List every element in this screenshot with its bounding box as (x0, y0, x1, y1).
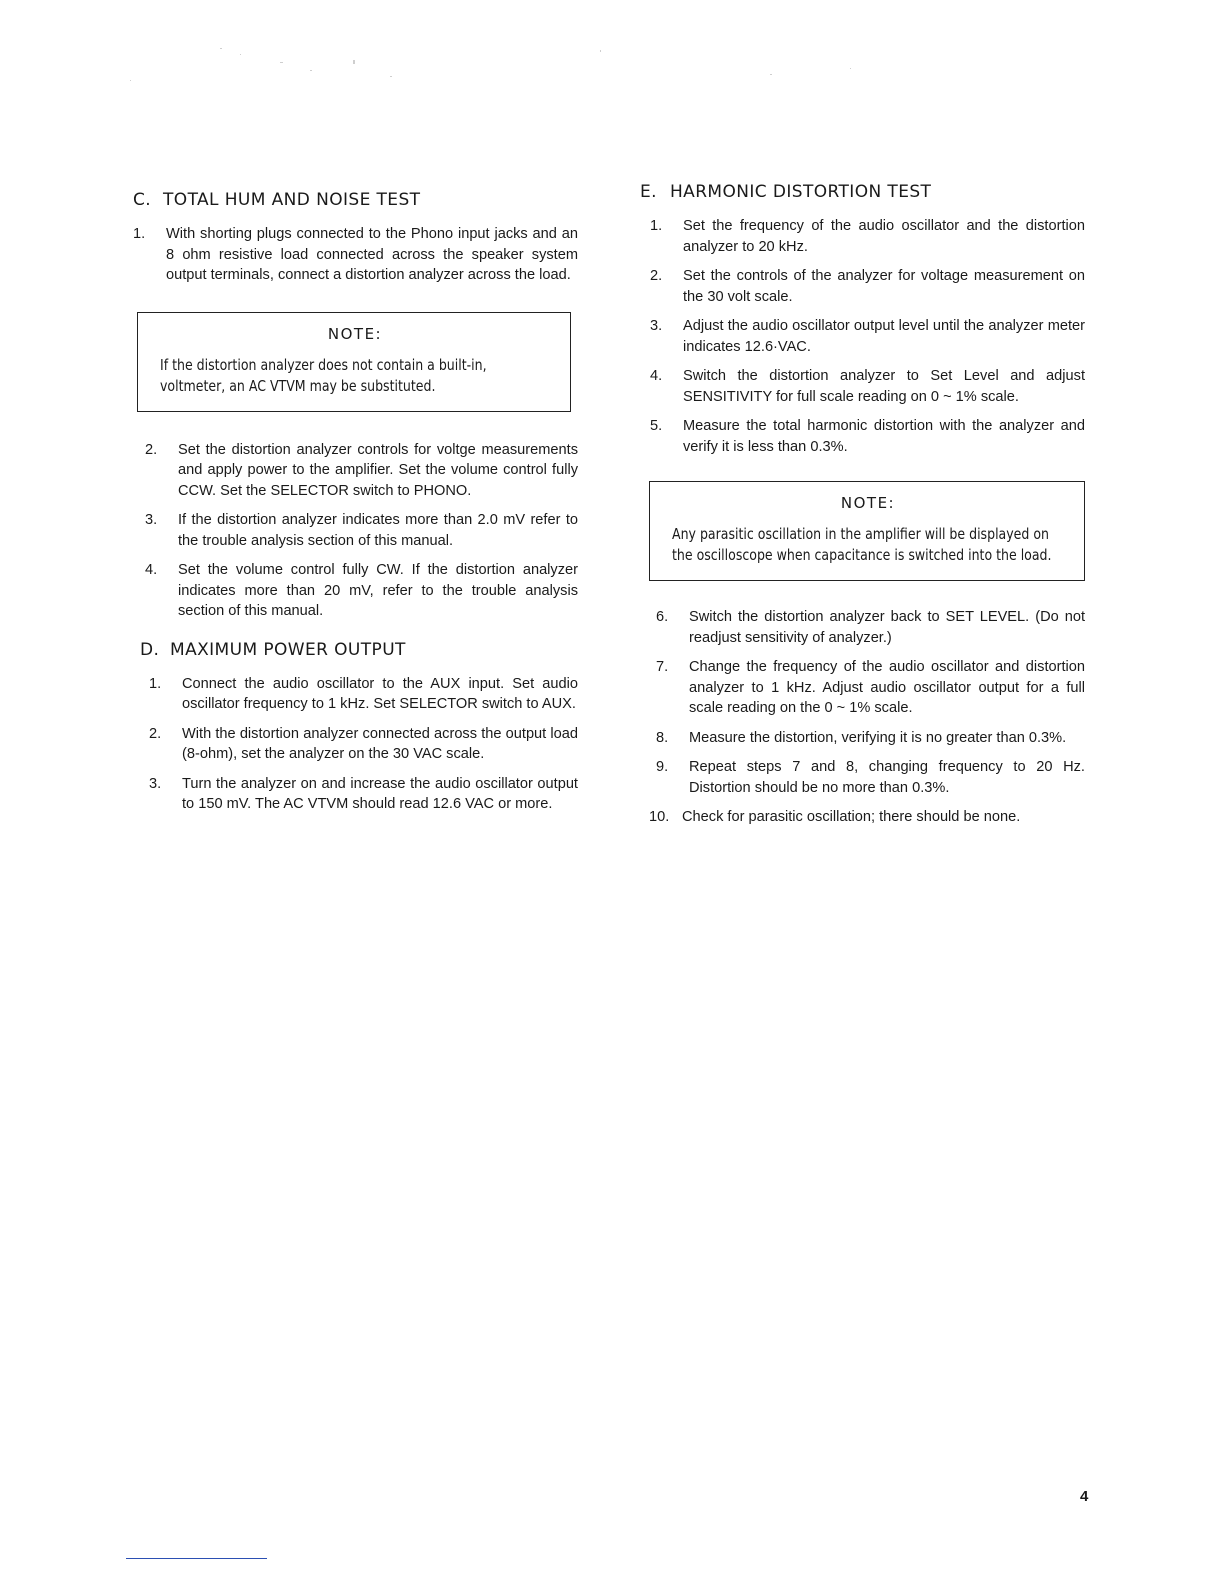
step-number: 6. (656, 609, 669, 625)
step-number: 5. (650, 418, 663, 434)
step-text: Repeat steps 7 and 8, changing frequency to 20 Hz. Distortion should be no more than 0.3%. (689, 759, 1085, 796)
section-d-heading (140, 640, 578, 660)
list-item (149, 774, 578, 815)
step-text: Switch the distortion analyzer to Set Level and adjust SENSITIVITY for full scale reading on 0 ~ 1% scale. (683, 368, 1085, 405)
step-text: Set the distortion analyzer controls for voltge measurements and apply power to the amplifier. Set the volume control fully CCW. Set the SELECTOR switch to PHONO. (178, 441, 578, 499)
note-text: If the distortion analyzer does not contain a built-in, voltmeter, an AC VTVM may be substituted. (160, 355, 487, 395)
step-text: Turn the analyzer on and increase the audio oscillator output to 150 mV. The AC VTVM should read 12.6 VAC or more. (182, 775, 578, 812)
step-number: 8. (656, 729, 669, 746)
note-box-left (137, 312, 571, 412)
list-item (145, 560, 578, 622)
step-text: If the distortion analyzer indicates more than 2.0 mV refer to the trouble analysis section of this manual. (178, 512, 578, 549)
list-item (656, 757, 1085, 798)
step-number: 3. (149, 775, 162, 792)
list-item (650, 366, 1085, 407)
step-number: 4. (650, 368, 663, 384)
section-e-steps-2 (649, 607, 1085, 828)
section-e-letter: E. (640, 182, 657, 202)
step-number: 3. (145, 512, 158, 528)
note-title: NOTE: (327, 324, 383, 343)
step-text: Set the frequency of the audio oscillator and the distortion analyzer to 20 kHz. (683, 218, 1085, 255)
section-e-title: HARMONIC DISTORTION TEST (670, 182, 932, 202)
section-e-steps-1 (650, 216, 1085, 457)
note-box-right (649, 481, 1085, 581)
step-number: 2. (650, 268, 663, 284)
step-number: 1. (149, 675, 162, 692)
list-item (650, 316, 1085, 357)
step-text: Connect the audio oscillator to the AUX input. Set audio oscillator frequency to 1 kHz. Set SELECTOR switch to AUX. (182, 675, 578, 712)
scan-noise (70, 40, 970, 90)
list-item (145, 510, 578, 551)
note-title: NOTE: (840, 494, 896, 512)
list-item (656, 657, 1085, 719)
list-item (650, 266, 1085, 307)
section-c-title: TOTAL HUM AND NOISE TEST (163, 190, 421, 210)
step-text: Set the volume control fully CW. If the distortion analyzer indicates more than 20 mV, refer to the trouble analysis section of this manual. (178, 562, 578, 619)
step-number: 10. (649, 809, 670, 825)
step-number: 2. (149, 725, 162, 742)
step-text: Set the controls of the analyzer for voltage measurement on the 30 volt scale. (683, 268, 1085, 305)
step-number: 4. (145, 562, 158, 578)
step-text: Adjust the audio oscillator output level until the analyzer meter indicates 12.6·VAC. (683, 318, 1085, 355)
list-item (649, 807, 1085, 828)
list-item (149, 724, 578, 765)
step-text: Switch the distortion analyzer back to SET LEVEL. (Do not readjust sensitivity of analyzer.) (689, 609, 1085, 646)
list-item (145, 440, 578, 502)
footer-rule (126, 1558, 267, 1559)
step-text: Measure the total harmonic distortion with the analyzer and verify it is less than 0.3%. (683, 418, 1085, 455)
step-number: 9. (656, 759, 669, 775)
list-item (149, 674, 578, 715)
step-number: 1. (133, 226, 146, 242)
section-e-heading (640, 182, 1085, 202)
step-text: Check for parasitic oscillation; there should be none. (682, 809, 1021, 825)
step-number: 3. (650, 318, 663, 334)
list-item (133, 224, 578, 286)
section-d-title: MAXIMUM POWER OUTPUT (170, 639, 406, 660)
step-text: With shorting plugs connected to the Phono input jacks and an 8 ohm resistive load connected across the speaker system output terminals, connect a distortion analyzer across the load. (166, 226, 578, 283)
section-c-steps-2 (145, 440, 578, 622)
list-item (650, 216, 1085, 257)
step-text: Measure the distortion, verifying it is no greater than 0.3%. (689, 729, 1067, 746)
step-text: With the distortion analyzer connected across the output load (8-ohm), set the analyzer on the 30 VAC scale. (182, 725, 578, 762)
section-c-heading (133, 190, 578, 210)
step-number: 7. (656, 659, 669, 675)
right-column (640, 182, 1085, 837)
left-column (133, 190, 578, 824)
section-d-letter: D. (140, 639, 160, 660)
list-item (650, 416, 1085, 457)
step-number: 2. (145, 441, 158, 458)
section-c-steps-1 (133, 224, 578, 286)
step-number: 1. (650, 218, 663, 234)
section-c-letter: C. (133, 190, 152, 210)
section-d-steps (149, 674, 578, 815)
note-text: Any parasitic oscillation in the amplifier will be displayed on the oscilloscope when capacitance is switched into the load. (672, 525, 1052, 564)
list-item (656, 728, 1085, 749)
list-item (656, 607, 1085, 648)
page-number: 4 (1080, 1488, 1089, 1505)
step-text: Change the frequency of the audio oscillator and distortion analyzer to 1 kHz. Adjust audio oscillator output for a full scale reading on the 0 ~ 1% scale. (689, 659, 1085, 716)
